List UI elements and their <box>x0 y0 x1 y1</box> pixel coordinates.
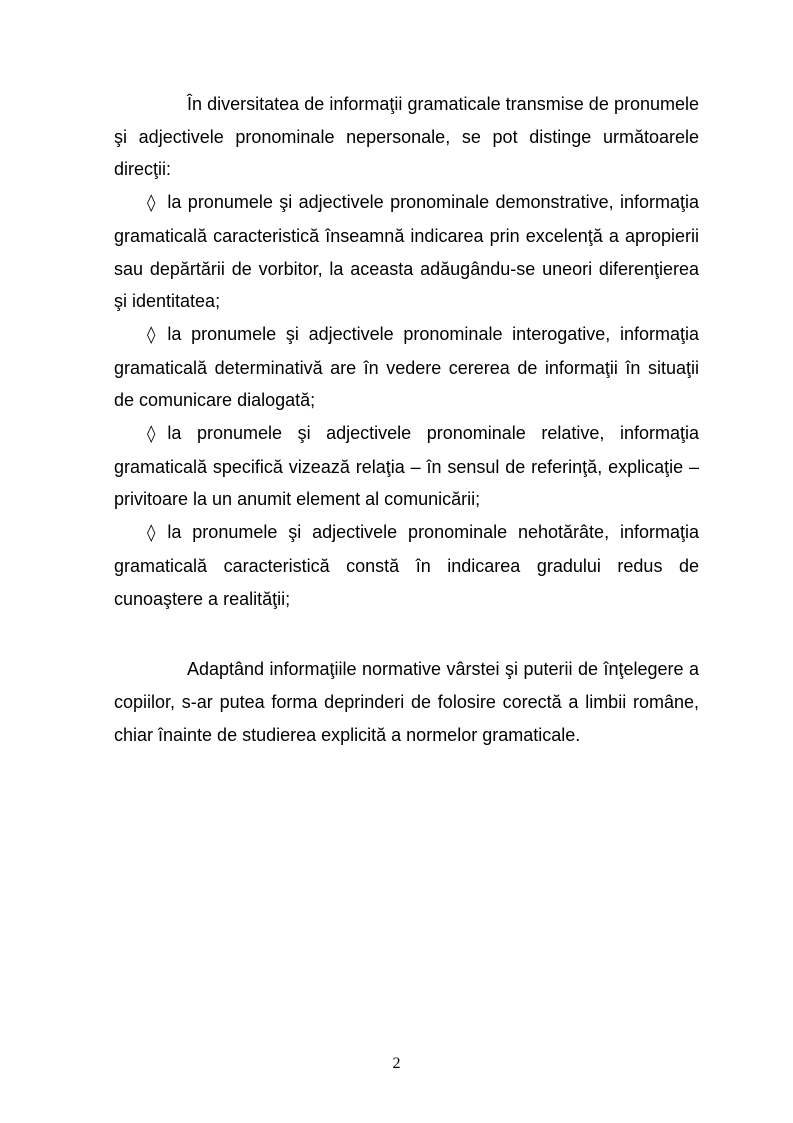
bullet-text: la pronumele şi adjectivele pronominale relative, informaţia gramaticală specifică vizează relaţia – în sensul de referinţă, explicaţie – privitoare la un anumit element al comunicării; <box>114 423 699 510</box>
diamond-bullet-icon: ◊ <box>147 523 156 544</box>
conclusion-paragraph: Adaptând informaţiile normative vârstei şi puterii de înţelegere a copiilor, s-ar putea forma deprinderi de folosire corectă a limbii române, chiar înainte de studierea explicită a normelor gramaticale. <box>114 659 699 745</box>
bullet-text: la pronumele şi adjectivele pronominale interogative, informaţia gramaticală determinativă are în vedere cererea de informaţii în situaţii de comunicare dialogată; <box>114 323 699 411</box>
bullet-item-demonstrative <box>114 186 699 318</box>
page-number: 2 <box>392 1055 401 1072</box>
diamond-bullet-icon: ◊ <box>147 193 156 214</box>
bullet-text: la pronumele şi adjectivele pronominale nehotărâte, informaţia gramaticală caracteristică constă în indicarea gradului redus de cunoaştere a realităţii; <box>114 522 699 609</box>
bullet-item-relative <box>114 417 699 516</box>
diamond-bullet-icon: ◊ <box>147 324 156 345</box>
document-body <box>114 88 699 751</box>
paragraph-spacer <box>114 615 699 653</box>
intro-paragraph: În diversitatea de informaţii gramaticale transmise de pronumele şi adjectivele pronominale nepersonale, se pot distinge următoarele direcţii: <box>114 94 699 180</box>
diamond-bullet-icon: ◊ <box>147 424 156 445</box>
bullet-text: la pronumele şi adjectivele pronominale demonstrative, informaţia gramaticală caracteristică înseamnă indicarea prin excelenţă a apropierii sau depărtării de vorbitor, la aceasta adăugându-se uneori diferenţierea şi identitatea; <box>114 192 699 312</box>
bullet-item-indefinite <box>114 516 699 615</box>
bullet-item-interrogative <box>114 318 699 417</box>
